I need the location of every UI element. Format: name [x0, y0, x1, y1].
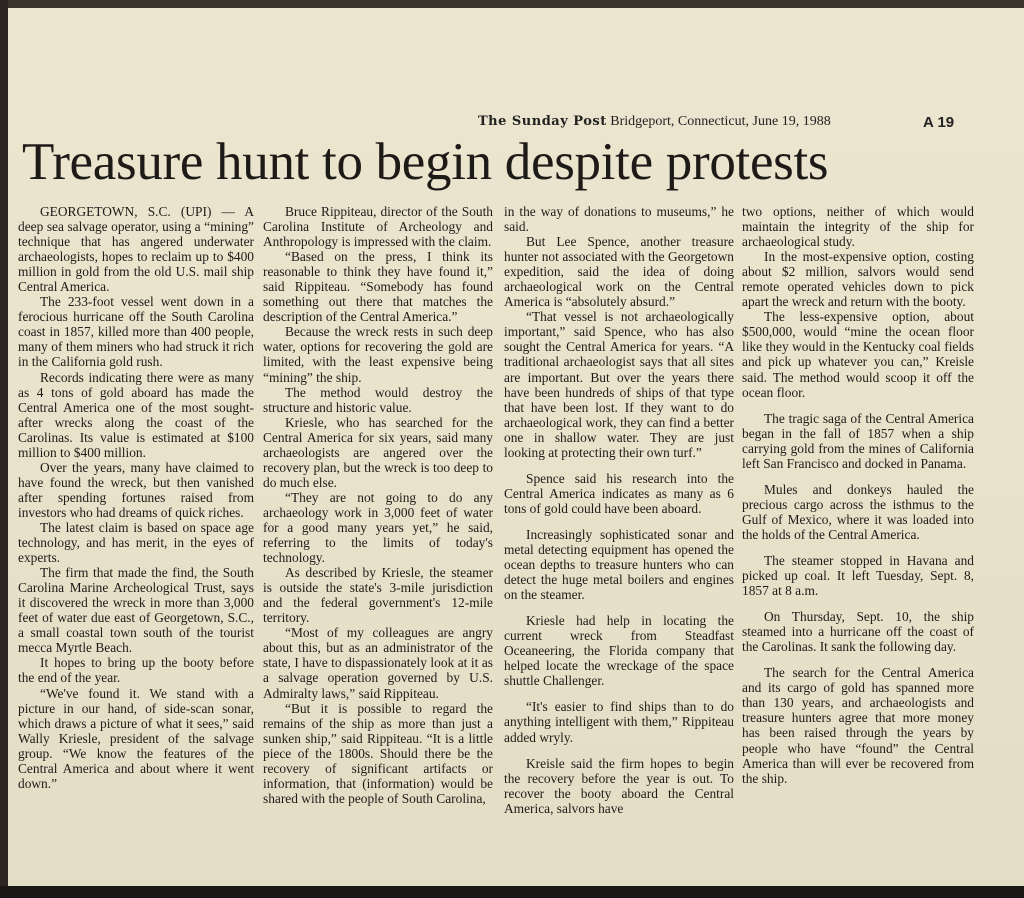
article-paragraph: “Most of my colleagues are angry about this, but as an administrator of the state, I have to dispassionately look at it as a salvage operation governed by U.S. Admiralty laws,” said Rippiteau. — [263, 625, 493, 701]
article-paragraph: It hopes to bring up the booty before the end of the year. — [18, 655, 254, 686]
article-paragraph: Records indicating there were as many as 4 tons of gold aboard has made the Central America one of the most sought-after wrecks along the coast of the Carolinas. Its value is estimated at $100 million to $400 million. — [18, 369, 254, 460]
article-paragraph: two options, neither of which would maintain the integrity of the ship for archaeological study. — [742, 204, 974, 250]
article-paragraph: The firm that made the find, the South Carolina Marine Archeological Trust, says it discovered the wreck in more than 3,000 feet of water due east of Georgetown, S.C., a small coastal town south of the tourist mecca Myrtle Beach. — [18, 565, 254, 656]
article-paragraph: “It's easier to find ships than to do anything intelligent with them,” Rippiteau added wryly. — [504, 699, 734, 745]
article-paragraph: in the way of donations to museums,” he said. — [504, 204, 734, 235]
article-paragraph: The 233-foot vessel went down in a ferocious hurricane off the South Carolina coast in 1857, killed more than 400 people, many of them miners who had struck it rich in the California gold rush. — [18, 294, 254, 370]
article-paragraph: “We've found it. We stand with a picture in our hand, of side-scan sonar, which draws a picture of what it sees,” said Wally Kriesle, president of the salvage group. “We know the features of the Central America and about where it went down.” — [18, 685, 254, 791]
article-paragraph: As described by Kriesle, the steamer is outside the state's 3-mile jurisdiction and the federal government's 12-mile territory. — [263, 565, 493, 626]
article-paragraph: Increasingly sophisticated sonar and metal detecting equipment has opened the ocean depths to treasure hunters who can detect the huge metal boilers and engines on the steamer. — [504, 526, 734, 603]
article-column-4 — [742, 204, 974, 786]
page-number: A 19 — [923, 114, 955, 131]
article-paragraph: The less-expensive option, about $500,000, would “mine the ocean floor like they would in the Kentucky coal fields and pick up whatever you can,” Kreisle said. The method would scoop it off the ocean floor. — [742, 309, 974, 400]
article-paragraph: “They are not going to do any archaeology work in 3,000 feet of water for a good many years yet,” he said, referring to the limits of today's technology. — [263, 489, 493, 566]
article-paragraph: GEORGETOWN, S.C. (UPI) — A deep sea salvage operator, using a “mining” technique that has angered underwater archaeologists, hopes to reclaim up to $400 million in gold from the old U.S. mail ship Central America. — [18, 204, 254, 295]
scan-border-left — [0, 0, 8, 898]
newspaper-name: The Sunday Post — [478, 114, 607, 129]
article-paragraph: Over the years, many have claimed to have found the wreck, but then vanished after spending fortunes raised from investors who had dreams of quick riches. — [18, 459, 254, 520]
article-paragraph: The latest claim is based on space age technology, and has merit, in the eyes of experts. — [18, 519, 254, 566]
article-paragraph: But Lee Spence, another treasure hunter not associated with the Georgetown expedition, said the idea of doing archaeological work on the Central America is “absolutely absurd.” — [504, 234, 734, 310]
article-paragraph: Spence said his research into the Central America indicates as many as 6 tons of gold could have been aboard. — [504, 470, 734, 516]
article-paragraph: The search for the Central America and its cargo of gold has spanned more than 130 years, and archaeologists and treasure hunters agree that more money has been raised through the years by people who have “found” the Central America than will ever be recovered from the ship. — [742, 665, 974, 786]
dateline: Bridgeport, Connecticut, June 19, 1988 — [610, 114, 831, 129]
headline: Treasure hunt to begin despite protests — [22, 133, 829, 191]
article-paragraph: “Based on the press, I think its reasonable to think they have found it,” said Rippiteau. “Somebody has found something out there that matches the description of the Central America.” — [263, 249, 493, 325]
article-column-1 — [18, 204, 254, 791]
article-paragraph: The method would destroy the structure and historic value. — [263, 384, 493, 415]
newspaper-clipping — [8, 8, 1024, 888]
masthead — [478, 114, 978, 130]
article-paragraph: “But it is possible to regard the remains of the ship as more than just a sunken ship,” said Rippiteau. “It is a little piece of the 1800s. Should there be the recovery of significant artifacts or information, that (information) would be shared with the people of South Carolina, — [263, 700, 493, 806]
article-paragraph: Kreisle said the firm hopes to begin the recovery before the year is out. To recover the booty aboard the Central America, salvors have — [504, 755, 734, 816]
article-paragraph: The steamer stopped in Havana and picked up coal. It left Tuesday, Sept. 8, 1857 at 8 a.m. — [742, 552, 974, 599]
scan-border-bottom — [0, 886, 1024, 898]
article-paragraph: Kriesle, who has searched for the Central America for six years, said many archaeologists are angered over the recovery plan, but the wreck is too deep to do much else. — [263, 414, 493, 490]
article-paragraph: Kriesle had help in locating the current wreck from Steadfast Oceaneering, the Florida company that helped locate the wreckage of the space shuttle Challenger. — [504, 613, 734, 689]
article-paragraph: Bruce Rippiteau, director of the South Carolina Institute of Archeology and Anthropology is impressed with the claim. — [263, 204, 493, 250]
article-paragraph: On Thursday, Sept. 10, the ship steamed into a hurricane off the coast of the Carolinas. It sank the following day. — [742, 609, 974, 655]
article-paragraph: “That vessel is not archaeologically important,” said Spence, who has also sought the Central America for years. “A traditional archaeologist says that all sites are important. But over the years there have been hundreds of ships of that type that have been lost. If they want to do archaeological work, they can find a better one in shallow water. They are just looking at protecting their own turf.” — [504, 309, 734, 460]
article-paragraph: Mules and donkeys hauled the precious cargo across the isthmus to the Gulf of Mexico, where it was loaded into the holds of the Central America. — [742, 481, 974, 542]
article-column-2 — [263, 204, 493, 806]
article-paragraph: The tragic saga of the Central America began in the fall of 1857 when a ship carrying gold from the mines of California left San Francisco and docked in Panama. — [742, 410, 974, 471]
article-paragraph: In the most-expensive option, costing about $2 million, salvors would send remote operated vehicles down to pick apart the wreck and return with the booty. — [742, 249, 974, 310]
article-paragraph: Because the wreck rests in such deep water, options for recovering the gold are limited, with the least expensive being “mining” the ship. — [263, 324, 493, 385]
article-column-3 — [504, 204, 734, 816]
